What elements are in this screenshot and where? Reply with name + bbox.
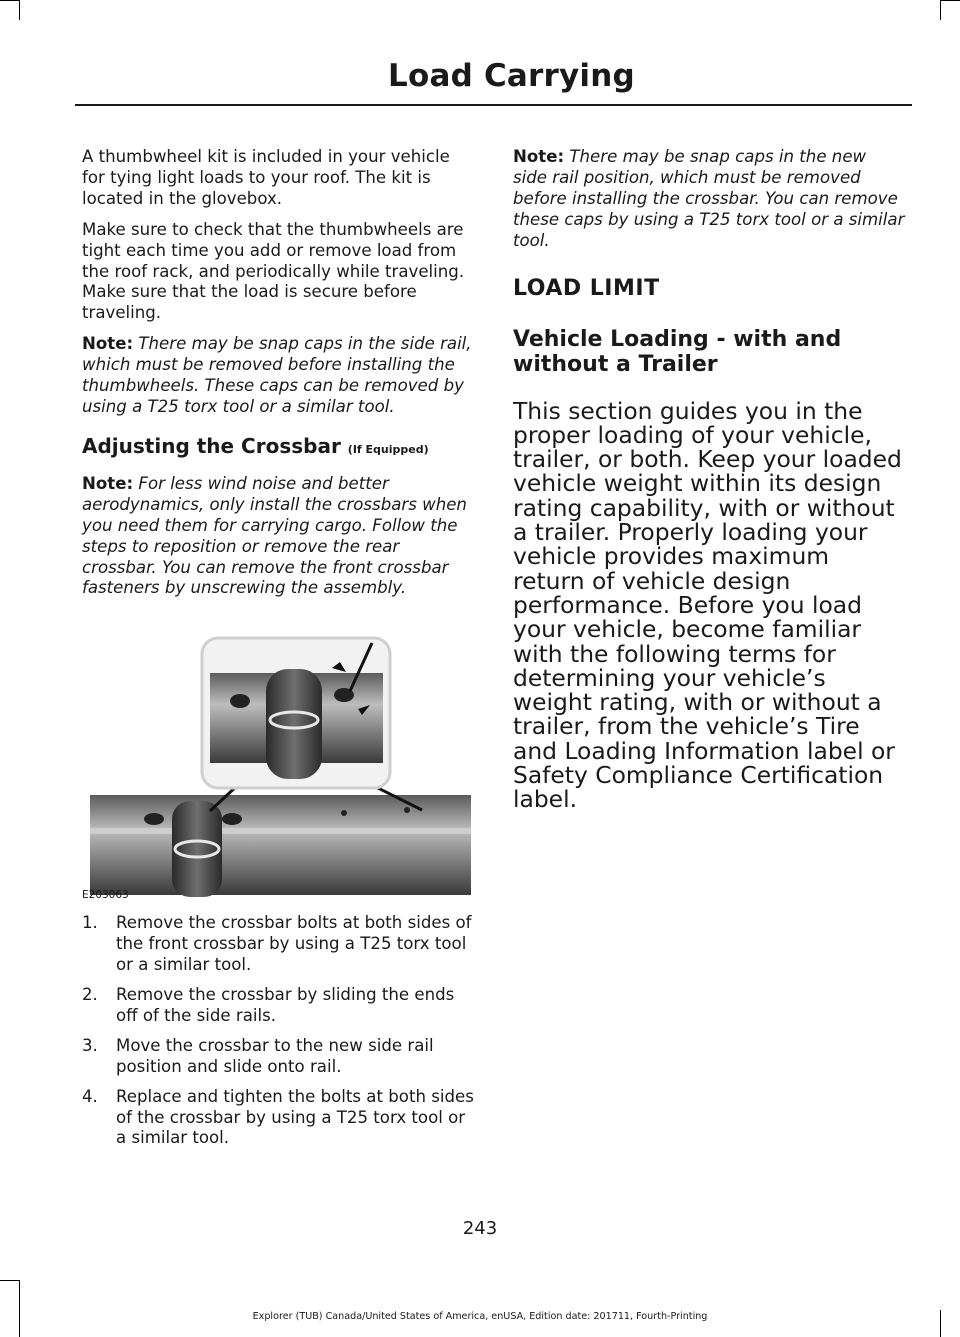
note-text: For less wind noise and better aerodynamics, only install the crossbars when you need them for carrying cargo. Follow the steps to reposition or remove the rear crossbar. You can remove the front crossbar fasteners by unscrewing the assembly. bbox=[82, 473, 467, 598]
steps-list bbox=[82, 913, 475, 1149]
right-column bbox=[513, 147, 905, 812]
side-rail bbox=[90, 795, 471, 895]
note-text: There may be snap caps in the side rail, which must be removed before installing the thumbwheels. These caps can be removed by using a T25 torx tool or a similar tool. bbox=[82, 334, 472, 416]
subsection-heading: Vehicle Loading - with and without a Trailer bbox=[513, 326, 842, 377]
list-item bbox=[82, 913, 475, 976]
crop-mark bbox=[0, 0, 20, 1]
crop-mark bbox=[19, 0, 20, 20]
page-title: Load Carrying bbox=[388, 58, 635, 94]
note-label: Note: bbox=[82, 473, 134, 493]
list-item bbox=[82, 1087, 475, 1150]
left-column bbox=[82, 147, 475, 1158]
step-text: Replace and tighten the bolts at both sides of the crossbar by using a T25 torx tool or a similar tool. bbox=[116, 1086, 474, 1148]
crossbar-diagram bbox=[82, 613, 472, 903]
crop-mark bbox=[0, 1280, 20, 1281]
note-label: Note: bbox=[513, 147, 565, 166]
crossbar-illustration bbox=[82, 613, 472, 903]
step-text: Move the crossbar to the new side rail position and slide onto rail. bbox=[116, 1035, 434, 1076]
crop-mark bbox=[19, 1280, 20, 1337]
list-item bbox=[82, 985, 475, 1027]
step-number: 3. bbox=[82, 1035, 98, 1055]
list-item bbox=[82, 1036, 475, 1078]
step-text: Remove the crossbar by sliding the ends off of the side rails. bbox=[116, 985, 455, 1025]
loading-paragraph: This section guides you in the proper loading of your vehicle, trailer, or both. Keep your loaded vehicle weight within its design rating capability, with or without a trailer. Properly loading your vehicle provides maximum return of vehicle design performance. Before you load your vehicle, become familiar with the following terms for determining your vehicle’s weight rating, with or without a trailer, from the vehicle’s Tire and Loading Information label or Safety Compliance Certification label. bbox=[513, 396, 902, 814]
new-rail-note bbox=[513, 147, 905, 252]
step-text: Remove the crossbar bolts at both sides of the front crossbar by using a T25 torx tool or a similar tool. bbox=[116, 913, 472, 975]
crossbar-heading bbox=[82, 434, 475, 458]
thumbwheel-paragraph: Make sure to check that the thumbwheels are tight each time you add or remove load from the roof rack, and periodically while traveling. Make sure that the load is secure before traveling. bbox=[82, 219, 465, 323]
intro-paragraph: A thumbwheel kit is included in your vehicle for tying light loads to your roof. The kit is located in the glovebox. bbox=[82, 147, 450, 208]
if-equipped-label: (If Equipped) bbox=[347, 442, 429, 456]
section-heading: LOAD LIMIT bbox=[513, 275, 660, 301]
note-text: There may be snap caps in the new side rail position, which must be removed before installing the crossbar. You can remove these caps by using a T25 torx tool or a similar tool. bbox=[513, 147, 905, 250]
note-label: Note: bbox=[82, 334, 134, 354]
header-rule bbox=[75, 104, 912, 106]
step-number: 4. bbox=[82, 1086, 98, 1106]
page-number: 243 bbox=[462, 1218, 498, 1239]
crossbar-note bbox=[82, 474, 475, 599]
snap-caps-note bbox=[82, 334, 475, 418]
footer-text: Explorer (TUB) Canada/United States of America, enUSA, Edition date: 201711, Fourth-Printing bbox=[252, 1311, 708, 1322]
crossbar-heading-text: Adjusting the Crossbar bbox=[82, 433, 341, 458]
crossbar bbox=[172, 801, 222, 897]
crop-mark bbox=[940, 0, 960, 1]
step-number: 1. bbox=[82, 913, 98, 933]
figure-code: E203063 bbox=[82, 889, 129, 902]
step-number: 2. bbox=[82, 985, 98, 1005]
crop-mark bbox=[940, 0, 941, 20]
